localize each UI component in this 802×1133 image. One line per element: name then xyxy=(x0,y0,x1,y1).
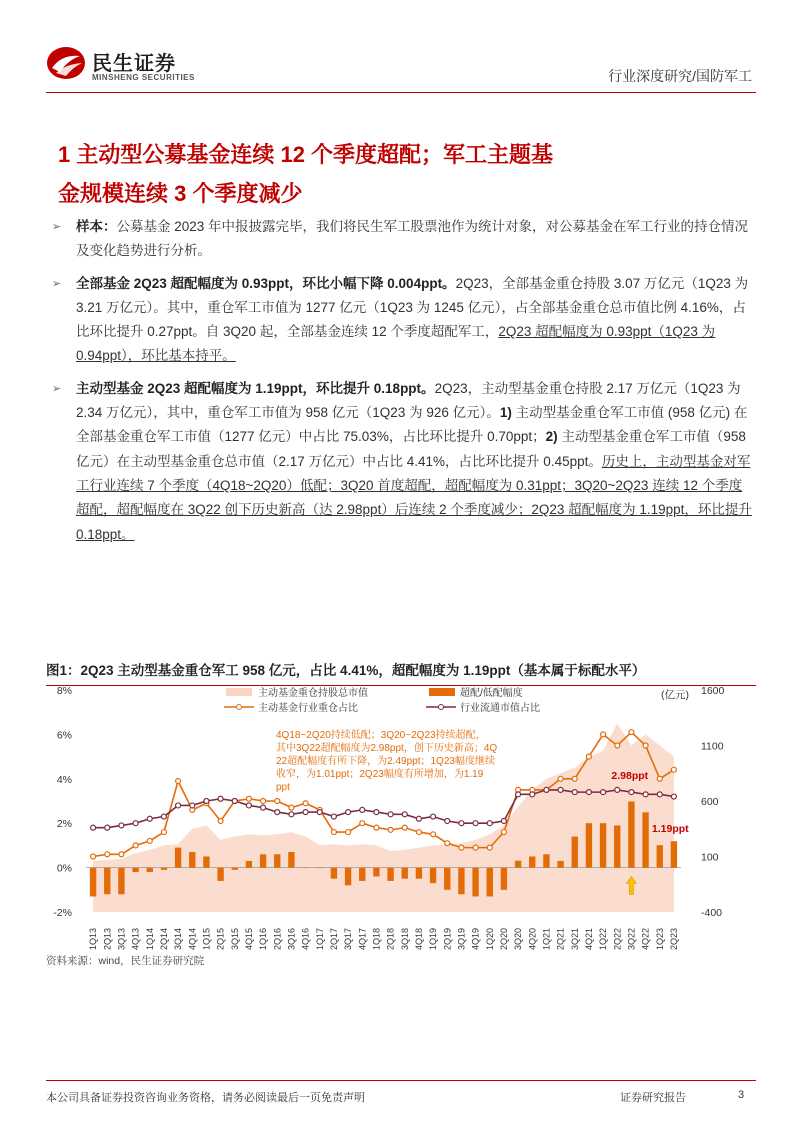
footer-divider xyxy=(46,1080,756,1081)
figure-title: 图1：2Q23 主动型基金重仓军工 958 亿元，占比 4.41%，超配幅度为 1.19ppt（基本属于标配水平） xyxy=(46,659,756,686)
market-weight-point xyxy=(246,803,251,808)
left-axis-tick: 4% xyxy=(56,773,72,786)
x-tick-label: 4Q17 xyxy=(357,927,368,950)
fund-weight-point xyxy=(431,832,436,837)
right-axis-unit: (亿元) xyxy=(661,689,689,701)
market-weight-point xyxy=(161,814,166,819)
overweight-bar xyxy=(359,868,365,881)
market-weight-point xyxy=(190,803,195,808)
bullet-text: 2Q23，主动型基金重仓持股 2.17 万亿元（1Q23 为 2.34 万亿元），其中，重仓军工市值为 958 亿元（1Q23 为 926 亿元）。 xyxy=(76,380,741,421)
overweight-bar xyxy=(430,868,436,884)
market-weight-point xyxy=(346,810,351,815)
x-tick-label: 2Q18 xyxy=(385,927,396,950)
x-tick-label: 1Q16 xyxy=(258,927,269,950)
x-tick-label: 4Q19 xyxy=(470,927,481,950)
market-weight-point xyxy=(572,790,577,795)
chart-annotation: 其中3Q22超配幅度为2.98ppt，创下历史新高；4Q xyxy=(276,743,498,754)
market-weight-point xyxy=(218,796,223,801)
fund-weight-point xyxy=(601,732,606,737)
x-tick-label: 1Q20 xyxy=(484,927,495,950)
overweight-bar xyxy=(387,868,393,881)
right-axis-tick: 600 xyxy=(701,796,719,808)
bullet-arrow-icon: ➢ xyxy=(52,277,62,290)
left-axis-tick: 0% xyxy=(56,862,72,875)
market-weight-point xyxy=(416,816,421,821)
market-weight-point xyxy=(147,816,152,821)
bullet-text: 主动型基金重仓军工市值（958 亿元）在主动型基金重仓总市值（2.17 万亿元）中占比 4.41%，占比环比提升 0.45ppt。 xyxy=(76,429,746,469)
x-tick-label: 2Q17 xyxy=(328,927,339,950)
market-weight-point xyxy=(204,799,209,804)
market-weight-point xyxy=(176,803,181,808)
x-tick-label: 1Q21 xyxy=(541,927,552,950)
x-tick-label: 3Q18 xyxy=(399,927,410,950)
x-tick-label: 2Q22 xyxy=(612,927,623,950)
market-weight-point xyxy=(501,818,506,823)
overweight-bar xyxy=(402,868,408,879)
chart-annotation: ppt xyxy=(276,782,290,793)
x-tick-label: 1Q13 xyxy=(88,927,99,950)
fund-weight-point xyxy=(388,827,393,832)
market-weight-point xyxy=(232,799,237,804)
fund-weight-point xyxy=(671,767,676,772)
market-weight-point xyxy=(331,814,336,819)
bullet-sample xyxy=(52,215,752,264)
overweight-bar xyxy=(161,868,167,870)
x-tick-label: 4Q22 xyxy=(640,927,651,950)
fund-weight-point xyxy=(331,830,336,835)
fund-weight-point xyxy=(133,843,138,848)
overweight-bar xyxy=(458,868,464,895)
x-tick-label: 1Q15 xyxy=(201,927,212,950)
fund-weight-point xyxy=(572,776,577,781)
overweight-bar xyxy=(657,845,663,867)
market-weight-point xyxy=(657,792,662,797)
page-number: 3 xyxy=(738,1089,745,1101)
overweight-bar xyxy=(572,837,578,868)
fund-weight-point xyxy=(445,841,450,846)
fund-weight-point xyxy=(275,799,280,804)
chart-annotation: 4Q18~2Q20持续低配；3Q20~2Q23持续超配， xyxy=(276,730,486,741)
x-tick-label: 2Q13 xyxy=(102,927,113,950)
minsheng-logo-icon xyxy=(46,46,86,80)
x-tick-label: 4Q20 xyxy=(527,927,538,950)
bullet-lead: 全部基金 2Q23 超配幅度为 0.93ppt，环比小幅下降 0.004ppt。 xyxy=(76,275,456,291)
market-weight-point xyxy=(303,810,308,815)
overweight-bar xyxy=(232,868,238,870)
market-weight-point xyxy=(629,790,634,795)
x-tick-label: 2Q14 xyxy=(158,927,169,950)
x-tick-label: 4Q13 xyxy=(130,927,141,950)
footer-report-type: 证券研究报告 xyxy=(620,1092,686,1104)
overweight-bar xyxy=(217,868,223,881)
fund-allocation-chart xyxy=(46,680,756,952)
chart-annotation: 22超配幅度有所下降，为2.49ppt；1Q23幅度继续 xyxy=(276,756,495,767)
fund-weight-point xyxy=(501,830,506,835)
left-axis-tick: -2% xyxy=(53,907,72,919)
market-weight-point xyxy=(91,825,96,830)
market-weight-point xyxy=(275,810,280,815)
overweight-bar xyxy=(260,854,266,867)
overweight-bar xyxy=(543,854,549,867)
market-weight-point xyxy=(586,790,591,795)
legend-marker xyxy=(439,705,444,710)
market-weight-point xyxy=(601,790,606,795)
fund-weight-point xyxy=(657,776,662,781)
fund-weight-point xyxy=(360,821,365,826)
fund-weight-point xyxy=(643,743,648,748)
header-divider xyxy=(46,92,756,93)
market-weight-point xyxy=(374,810,379,815)
bullet-underline: 2Q23 超配幅度为 0.93ppt（1Q23 为 0.94ppt），环比基本持平。 xyxy=(76,324,716,364)
market-weight-point xyxy=(671,794,676,799)
x-tick-label: 3Q20 xyxy=(513,927,524,950)
overweight-bar xyxy=(529,857,535,868)
fund-weight-point xyxy=(218,818,223,823)
overweight-bar xyxy=(302,868,308,869)
bullet-all-funds xyxy=(52,272,752,369)
x-tick-label: 2Q20 xyxy=(498,927,509,950)
x-tick-label: 3Q14 xyxy=(173,927,184,950)
x-tick-label: 4Q21 xyxy=(583,927,594,950)
legend-label: 主动基金行业重仓占比 xyxy=(258,703,358,714)
bullet-lead: 主动型基金 2Q23 超配幅度为 1.19ppt，环比提升 0.18ppt。 xyxy=(76,380,435,396)
x-tick-label: 3Q22 xyxy=(626,927,637,950)
fund-weight-point xyxy=(91,854,96,859)
bullet-list xyxy=(52,215,752,547)
report-category: 行业深度研究/国防军工 xyxy=(608,68,752,84)
x-tick-label: 4Q18 xyxy=(413,927,424,950)
x-tick-label: 2Q16 xyxy=(272,927,283,950)
bullet-text: 主动型基金重仓军工市值 (958 亿元) 在全部基金重仓军工市值（1277 亿元）中占比 75.03%，占比环比提升 0.70ppt； xyxy=(76,405,748,445)
company-name-en: MINSHENG SECURITIES xyxy=(92,73,195,82)
fund-weight-point xyxy=(289,805,294,810)
right-axis-tick: 100 xyxy=(701,851,719,864)
company-name-cn: 民生证券 xyxy=(92,53,176,75)
market-weight-point xyxy=(431,814,436,819)
x-tick-label: 3Q17 xyxy=(343,927,354,950)
market-weight-point xyxy=(317,810,322,815)
market-weight-point xyxy=(530,792,535,797)
fund-weight-point xyxy=(246,796,251,801)
x-tick-label: 3Q19 xyxy=(456,927,467,950)
x-tick-label: 4Q15 xyxy=(243,927,254,950)
fund-weight-point xyxy=(374,825,379,830)
fund-weight-point xyxy=(147,838,152,843)
bullet-text: 2Q23，全部基金重仓持股 3.07 万亿元（1Q23 为 3.21 万亿元）。其中，重仓军工市值为 1277 亿元（1Q23 为 1245 亿元），占全部基金重仓总市值比例 4.16%，占比环比提升 0.27ppt。自 3Q20 起，全部基金连续 12 个季度超配军工， xyxy=(76,275,749,340)
market-weight-point xyxy=(487,821,492,826)
market-weight-point xyxy=(473,821,478,826)
fund-weight-point xyxy=(487,845,492,850)
bullet-active-funds xyxy=(52,377,752,547)
legend-marker xyxy=(237,705,242,710)
bullet-point-2: 2) xyxy=(545,429,558,445)
overweight-bar xyxy=(628,801,634,867)
fund-weight-point xyxy=(586,754,591,759)
overweight-bar xyxy=(118,868,124,895)
overweight-bar xyxy=(444,868,450,890)
market-weight-point xyxy=(459,821,464,826)
bullet-arrow-icon: ➢ xyxy=(52,382,62,395)
x-tick-label: 3Q15 xyxy=(229,927,240,950)
market-weight-point xyxy=(516,792,521,797)
market-weight-point xyxy=(558,787,563,792)
fund-weight-point xyxy=(629,730,634,735)
section-title-line2: 金规模连续 3 个季度减少 xyxy=(58,181,303,206)
market-weight-point xyxy=(119,823,124,828)
overweight-bar xyxy=(373,868,379,877)
left-axis-tick: 6% xyxy=(56,729,72,742)
overweight-bar xyxy=(586,823,592,867)
overweight-bar xyxy=(614,825,620,867)
fund-weight-point xyxy=(558,776,563,781)
left-axis-tick: 2% xyxy=(56,818,72,831)
market-weight-point xyxy=(133,821,138,826)
fund-weight-point xyxy=(176,779,181,784)
market-weight-point xyxy=(643,792,648,797)
source-note: 资料来源：wind，民生证券研究院 xyxy=(46,955,205,967)
overweight-bar xyxy=(189,852,195,868)
legend-label: 行业流通市值占比 xyxy=(460,703,540,714)
callout-latest: 1.19ppt xyxy=(651,823,689,836)
x-tick-label: 1Q22 xyxy=(598,927,609,950)
overweight-bar xyxy=(331,868,337,879)
bullet-text: 公募基金 2023 年中报披露完毕，我们将民生军工股票池作为统计对象，对公募基金在军工行业的持仓情况及变化趋势进行分析。 xyxy=(76,219,749,259)
overweight-bar xyxy=(288,852,294,868)
fund-weight-point xyxy=(303,801,308,806)
footer-disclaimer: 本公司具备证券投资咨询业务资格，请务必阅读最后一页免责声明 xyxy=(46,1092,365,1104)
market-weight-point xyxy=(445,818,450,823)
overweight-bar xyxy=(472,868,478,897)
overweight-bar xyxy=(132,868,138,872)
legend-label: 超配/低配幅度 xyxy=(460,688,523,699)
overweight-bar xyxy=(416,868,422,879)
fund-weight-point xyxy=(473,845,478,850)
fund-weight-point xyxy=(261,799,266,804)
overweight-bar xyxy=(515,861,521,868)
overweight-bar xyxy=(274,854,280,867)
x-tick-label: 2Q21 xyxy=(555,927,566,950)
x-tick-label: 2Q15 xyxy=(215,927,226,950)
overweight-bar xyxy=(501,868,507,890)
market-weight-point xyxy=(544,787,549,792)
x-tick-label: 1Q19 xyxy=(428,927,439,950)
bullet-arrow-icon: ➢ xyxy=(52,221,62,233)
fund-weight-point xyxy=(119,852,124,857)
x-tick-label: 4Q14 xyxy=(187,927,198,950)
bullet-underline: 历史上，主动型基金对军工行业连续 7 个季度（4Q18~2Q20）低配；3Q20 首度超配，超配幅度为 0.31ppt；3Q20~2Q23 连续 12 个季度超配，超配幅度在 3Q22 创下历史新高（达 2.98ppt）后连续 2 个季度减少；2Q23 超配幅度为 1.19ppt，环比提升 0.18ppt。 xyxy=(76,453,752,542)
overweight-bar xyxy=(345,868,351,886)
market-weight-point xyxy=(289,812,294,817)
callout-peak: 2.98ppt xyxy=(611,769,649,782)
overweight-bar xyxy=(557,861,563,868)
x-tick-label: 1Q14 xyxy=(144,927,155,950)
overweight-bar xyxy=(104,868,110,895)
right-axis-tick: -400 xyxy=(701,907,723,919)
overweight-bar xyxy=(600,823,606,867)
overweight-bar xyxy=(317,868,323,869)
x-tick-label: 2Q19 xyxy=(442,927,453,950)
chart-annotation: 收窄，为1.01ppt；2Q23幅度有所增加，为1.19 xyxy=(276,769,484,780)
fund-weight-point xyxy=(161,830,166,835)
bullet-point-1: 1) xyxy=(499,405,512,421)
legend-swatch-area xyxy=(226,688,252,696)
overweight-bar xyxy=(642,812,648,867)
fund-weight-point xyxy=(105,852,110,857)
overweight-bar xyxy=(175,848,181,868)
overweight-bar xyxy=(487,868,493,897)
market-weight-point xyxy=(261,805,266,810)
overweight-bar xyxy=(246,861,252,868)
legend-label: 主动基金重仓持股总市值 xyxy=(258,688,368,699)
legend-swatch-bar xyxy=(429,688,455,696)
fund-weight-point xyxy=(346,830,351,835)
fund-weight-point xyxy=(615,743,620,748)
x-tick-label: 3Q16 xyxy=(286,927,297,950)
x-tick-label: 1Q17 xyxy=(314,927,325,950)
market-weight-point xyxy=(360,807,365,812)
x-tick-label: 4Q16 xyxy=(300,927,311,950)
overweight-bar xyxy=(671,841,677,867)
market-weight-point xyxy=(615,787,620,792)
overweight-bar xyxy=(203,857,209,868)
market-weight-point xyxy=(402,812,407,817)
fund-weight-point xyxy=(459,845,464,850)
x-tick-label: 1Q18 xyxy=(371,927,382,950)
fund-weight-point xyxy=(416,830,421,835)
x-tick-label: 3Q21 xyxy=(569,927,580,950)
bullet-label: 样本： xyxy=(76,219,117,234)
fund-weight-point xyxy=(402,825,407,830)
x-tick-label: 1Q23 xyxy=(654,927,665,950)
left-axis-tick: 8% xyxy=(56,685,72,697)
market-weight-point xyxy=(105,825,110,830)
overweight-bar xyxy=(147,868,153,872)
market-weight-point xyxy=(388,812,393,817)
right-axis-tick: 1100 xyxy=(701,740,724,753)
x-tick-label: 2Q23 xyxy=(668,927,679,950)
x-tick-label: 3Q13 xyxy=(116,927,127,950)
right-axis-tick: 1600 xyxy=(701,685,725,697)
section-title-line1: 1 主动型公募基金连续 12 个季度超配；军工主题基 xyxy=(58,142,554,167)
overweight-bar xyxy=(90,868,96,897)
